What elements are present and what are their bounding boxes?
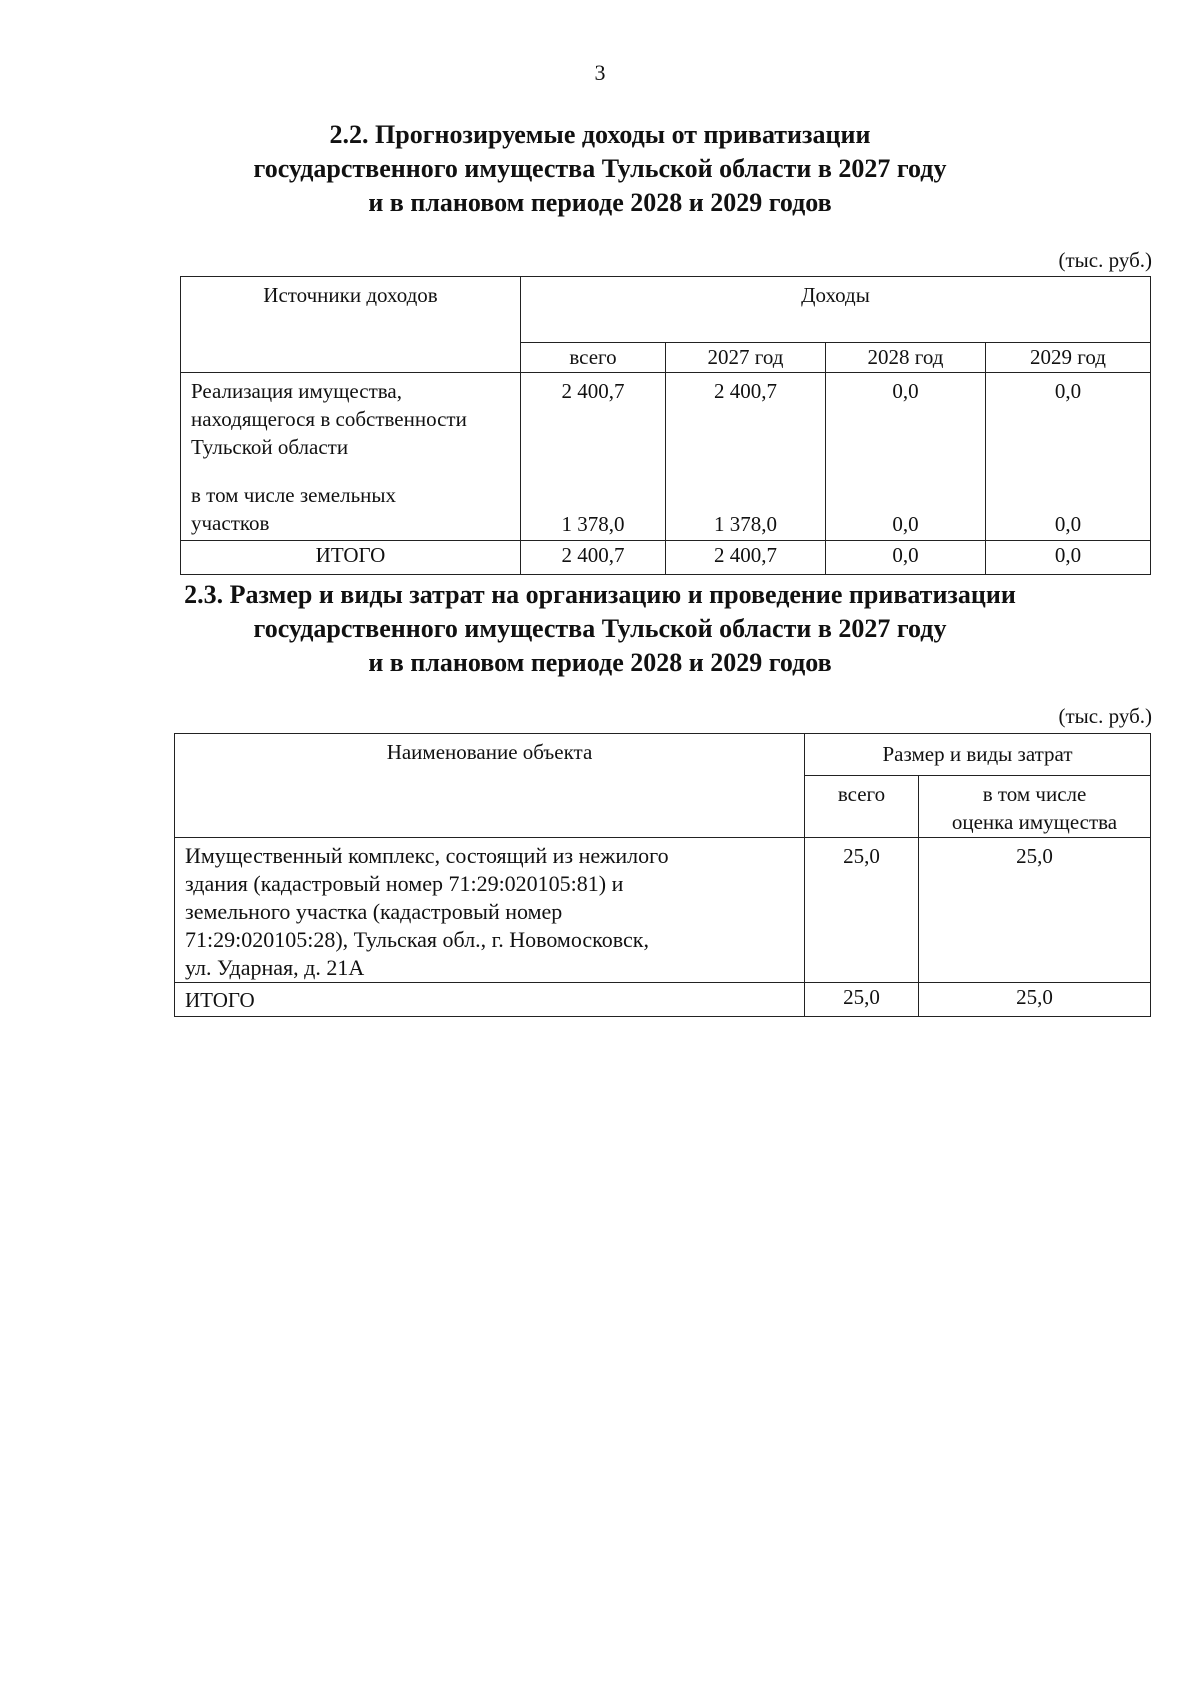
header-assessment-line: в том числе [982,782,1087,806]
header-col-2027: 2027 год [666,343,826,373]
header-costs-total: всего [805,776,919,838]
header-costs: Размер и виды затрат [805,734,1151,776]
total-value-2029: 0,0 [986,541,1151,575]
row-sub-label-line: в том числе земельных [191,483,397,507]
section-2-3-title-line-2: государственного имущества Тульской области в 2027 году [253,614,947,643]
header-col-2028: 2028 год [826,343,986,373]
object-description-line: здания (кадастровый номер 71:29:020105:81) и [185,871,624,896]
page-number: 3 [594,60,606,85]
row-property-sale-total-cell [521,373,666,541]
cell-sub-value: 0,0 [892,512,919,536]
section-2-2-title-line-1: 2.2. Прогнозируемые доходы от приватизации [329,120,871,149]
cell-sub-value: 1 378,0 [561,512,625,536]
section-2-2-title-line-2: государственного имущества Тульской области в 2027 году [253,154,947,183]
section-2-2-title-line-3: и в плановом периоде 2028 и 2029 годов [368,188,832,217]
income-table [180,276,1151,575]
object-description [175,838,805,983]
costs-total-label: ИТОГО [175,983,805,1017]
row-property-sale-2029-cell [986,373,1151,541]
object-description-line: 71:29:020105:28), Тульская обл., г. Новомосковск, [185,927,649,952]
section-2-3-title-line-3: и в плановом периоде 2028 и 2029 годов [368,648,832,677]
header-assessment [919,776,1151,838]
cell-sub-value: 1 378,0 [714,512,777,536]
total-value-2028: 0,0 [826,541,986,575]
row-label-line: Тульской области [191,435,349,459]
total-label: ИТОГО [181,541,521,575]
object-description-line: земельного участка (кадастровый номер [185,899,563,924]
header-object-name: Наименование объекта [175,734,805,838]
section-2-3-title [100,578,1100,680]
section-2-2-title [100,118,1100,220]
row-property-sale-2028-cell [826,373,986,541]
cell-value: 0,0 [1054,379,1082,403]
total-value-2027: 2 400,7 [666,541,826,575]
costs-total-assessment: 25,0 [919,983,1151,1017]
section-2-3-title-line-1: 2.3. Размер и виды затрат на организацию и проведение приватизации [184,580,1016,609]
header-sources: Источники доходов [181,277,521,373]
cell-value: 0,0 [892,379,919,403]
object-cost-total: 25,0 [805,838,919,983]
cell-value: 2 400,7 [714,379,777,403]
section-2-3-units: (тыс. руб.) [1058,704,1152,728]
costs-total-value: 25,0 [805,983,919,1017]
row-label-line: Реализация имущества, [191,379,402,403]
row-property-sale-label [181,373,521,541]
row-sub-label-line: участков [191,511,270,535]
object-description-line: ул. Ударная, д. 21А [185,955,365,980]
costs-table [174,733,1151,1017]
header-col-2029: 2029 год [986,343,1151,373]
row-spacer [191,461,510,481]
header-assessment-line: оценка имущества [951,810,1118,834]
object-cost-assessment: 25,0 [919,838,1151,983]
row-label-line: находящегося в собственности [191,407,467,431]
header-col-total: всего [521,343,666,373]
total-value-all: 2 400,7 [521,541,666,575]
cell-value: 2 400,7 [561,379,625,403]
object-description-line: Имущественный комплекс, состоящий из нежилого [185,843,669,868]
header-income: Доходы [521,277,1151,343]
row-property-sale-2027-cell [666,373,826,541]
cell-sub-value: 0,0 [1054,512,1082,536]
section-2-2-units: (тыс. руб.) [1058,248,1152,272]
